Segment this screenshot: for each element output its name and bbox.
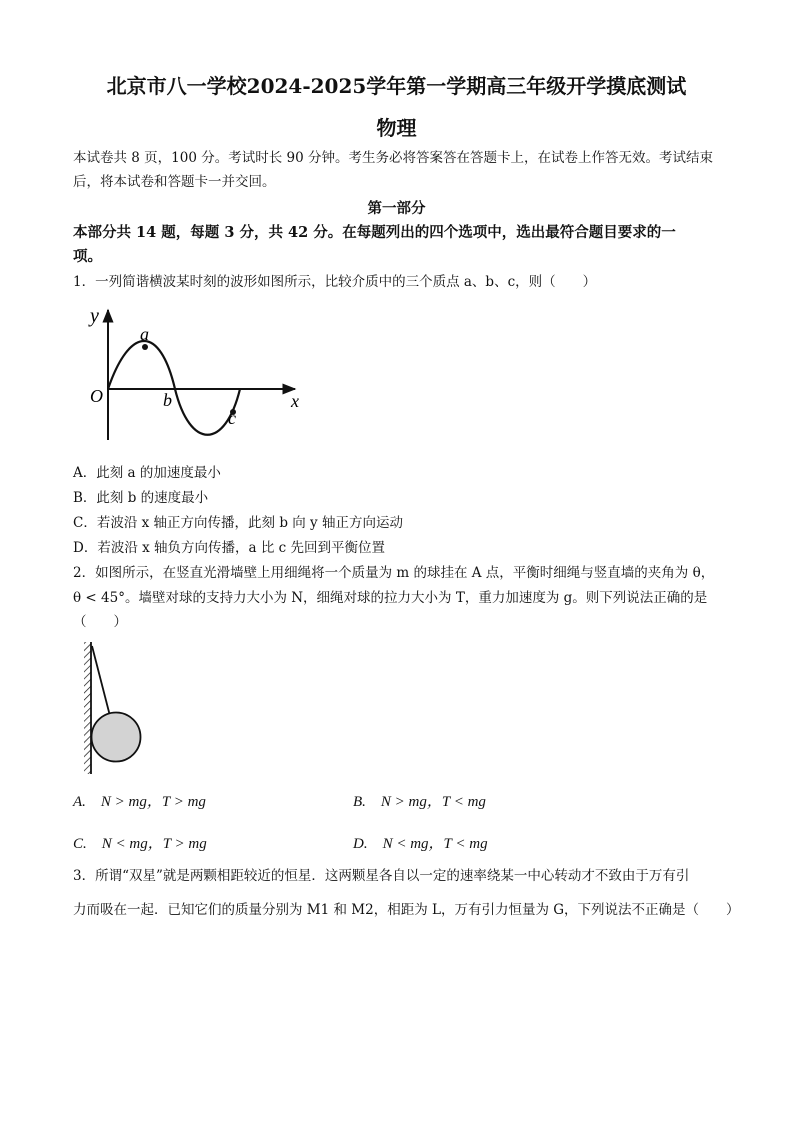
subject-title: 物理 [376,116,417,140]
label-c: c [228,408,236,428]
string [92,646,110,716]
page-title: 北京市八一学校2024-2025学年第一学期高三年级开学摸底测试 [106,74,687,98]
q1-option-d: D．若波沿 x 轴负方向传播，a 比 c 先回到平衡位置 [73,540,386,556]
origin-label: O [90,386,103,406]
q1-option-b: B．此刻 b 的速度最小 [73,490,209,506]
y-label: y [90,305,99,327]
intro-line-2: 后，将本试卷和答题卡一并交回。 [73,174,276,190]
part-heading: 第一部分 [367,200,426,217]
q3-line-1: 3．所谓“双星”就是两颗相距较近的恒星．这两颗星各自以一定的速率绕某一中心转动才不致由于万有引 [73,868,690,884]
q2-ball-figure [80,640,150,780]
q1-wave-figure [85,300,315,450]
point-a [142,344,148,350]
q2-stem-line-1: 2．如图所示，在竖直光滑墙壁上用细绳将一个质量为 m 的球挂在 A 点，平衡时细绳与竖直墙的夹角为 θ， [73,565,715,581]
q3-line-2: 力而吸在一起．已知它们的质量分别为 M1 和 M2，相距为 L，万有引力恒量为 G，下列说法不正确是（ ） [73,902,740,918]
q1-option-a: A．此刻 a 的加速度最小 [73,465,221,481]
part-instruction-line-2: 项。 [73,248,102,265]
label-b: b [163,390,172,410]
ball [92,713,141,762]
wall-hatching [84,642,91,774]
q2-option-c: C. N < mg，T > mg [73,836,207,852]
q2-stem-line-3: （ ） [73,614,127,630]
q2-option-d: D. N < mg，T < mg [353,836,488,852]
wave-curve [108,341,240,435]
q1-option-c: C．若波沿 x 轴正方向传播，此刻 b 向 y 轴正方向运动 [73,515,403,531]
part-instruction-line-1: 本部分共 14 题，每题 3 分，共 42 分。在每题列出的四个选项中，选出最符合题目要求的一 [73,224,676,241]
intro-line-1: 本试卷共 8 页，100 分。考试时长 90 分钟。考生务必将答案答在答题卡上，在试卷上作答无效。考试结束 [73,150,713,166]
x-label: x [291,391,299,411]
label-a: a [140,324,149,344]
q2-option-b: B. N > mg，T < mg [353,794,486,810]
q2-option-a: A. N > mg，T > mg [73,794,206,810]
q1-stem: 1．一列简谐横波某时刻的波形如图所示，比较介质中的三个质点 a、b、c，则（ ） [73,274,597,290]
q2-stem-line-2: θ < 45°。墙壁对球的支持力大小为 N，细绳对球的拉力大小为 T，重力加速度为 g。则下列说法正确的是 [73,590,708,606]
